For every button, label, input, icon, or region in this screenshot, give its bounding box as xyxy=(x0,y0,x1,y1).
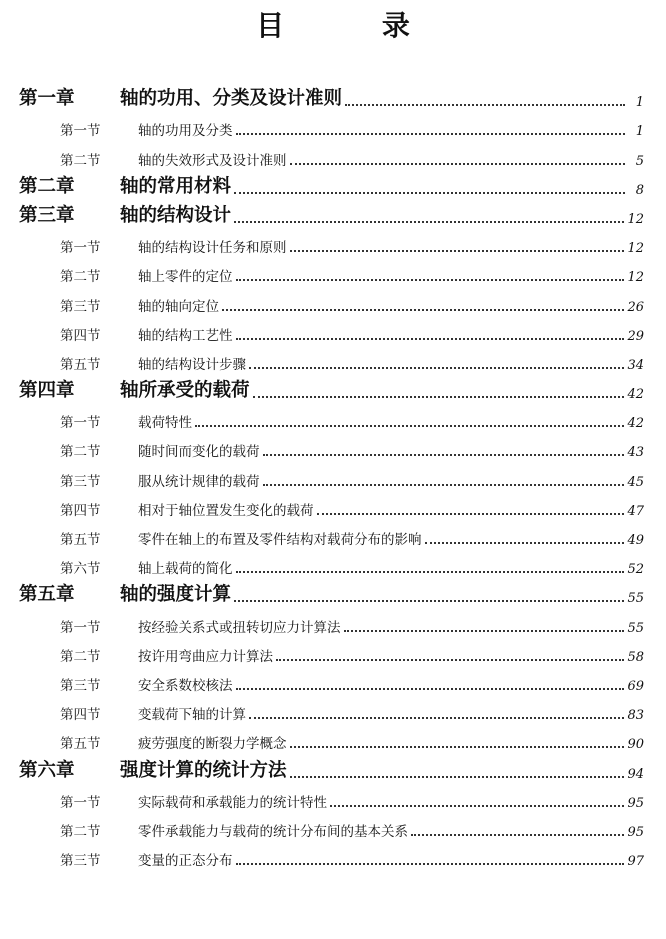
entry-number: 第一节 xyxy=(60,123,101,140)
entry-title: 轴的常用材料 xyxy=(120,175,232,197)
entry-number: 第五章 xyxy=(19,584,75,606)
entry-page-number: 49 xyxy=(627,533,644,548)
dot-leader xyxy=(234,600,624,602)
entry-title: 轴上零件的定位 xyxy=(138,269,233,286)
dot-leader xyxy=(234,192,625,194)
entry-title: 服从统计规律的载荷 xyxy=(138,473,260,490)
entry-title: 轴所承受的载荷 xyxy=(120,380,250,402)
dot-leader xyxy=(425,542,625,544)
entry-title: 零件在轴上的布置及零件结构对载荷分布的影响 xyxy=(138,532,422,548)
dot-leader xyxy=(195,425,624,427)
entry-page-number: 45 xyxy=(627,474,644,490)
entry-title: 强度计算的统计方法 xyxy=(120,759,287,781)
entry-number: 第二节 xyxy=(60,269,101,286)
toc-section-entry xyxy=(0,522,666,551)
entry-title: 轴的结构设计任务和原则 xyxy=(138,240,287,257)
entry-number: 第三章 xyxy=(19,204,75,226)
entry-number: 第二节 xyxy=(60,823,101,840)
entry-number: 第五节 xyxy=(60,356,101,373)
toc-section-entry xyxy=(0,551,666,580)
entry-number: 第三节 xyxy=(60,473,101,490)
toc-section-entry xyxy=(0,142,666,171)
entry-title: 随时间而变化的载荷 xyxy=(138,444,260,461)
entry-page-number: 97 xyxy=(627,854,644,870)
dot-leader xyxy=(290,250,625,252)
dot-leader xyxy=(249,367,624,369)
entry-page-number: 69 xyxy=(627,678,644,694)
toc-chapter-entry xyxy=(0,201,666,230)
dot-leader xyxy=(263,454,625,456)
toc-section-entry xyxy=(0,113,666,142)
entry-page-number: 55 xyxy=(627,591,644,607)
entry-title: 轴上载荷的简化 xyxy=(138,561,233,578)
toc-section-entry xyxy=(0,814,666,843)
toc-chapter-entry xyxy=(0,84,666,113)
entry-number: 第三节 xyxy=(60,677,101,694)
entry-title: 轴的失效形式及设计准则 xyxy=(138,152,287,169)
entry-number: 第四章 xyxy=(19,380,75,402)
dot-leader xyxy=(236,279,625,281)
dot-leader xyxy=(236,338,625,340)
entry-page-number: 95 xyxy=(627,795,644,811)
entry-page-number: 55 xyxy=(627,620,644,636)
toc-section-entry xyxy=(0,347,666,376)
entry-page-number: 58 xyxy=(627,649,644,665)
entry-number: 第三节 xyxy=(60,853,101,870)
toc-chapter-entry xyxy=(0,172,666,201)
entry-title: 轴的结构工艺性 xyxy=(138,327,233,344)
entry-page-number: 34 xyxy=(627,357,644,373)
entry-page-number: 1 xyxy=(635,95,644,111)
toc-section-entry xyxy=(0,259,666,288)
entry-title: 轴的结构设计 xyxy=(120,204,232,226)
entry-page-number: 5 xyxy=(635,153,644,169)
toc-section-entry xyxy=(0,288,666,317)
dot-leader xyxy=(236,688,625,690)
dot-leader xyxy=(222,309,624,311)
entry-page-number: 95 xyxy=(627,824,644,840)
toc-section-entry xyxy=(0,668,666,697)
entry-number: 第一节 xyxy=(60,794,101,811)
entry-page-number: 94 xyxy=(627,766,644,782)
toc-chapter-entry xyxy=(0,376,666,405)
entry-page-number: 12 xyxy=(627,211,644,227)
dot-leader xyxy=(253,396,625,398)
entry-number: 第五节 xyxy=(60,532,101,548)
entry-title: 轴的功用、分类及设计准则 xyxy=(120,88,343,110)
entry-number: 第五节 xyxy=(60,736,101,753)
entry-page-number: 90 xyxy=(627,737,644,753)
toc-section-entry xyxy=(0,434,666,463)
toc-section-entry xyxy=(0,609,666,638)
toc-section-entry xyxy=(0,405,666,434)
entry-page-number: 29 xyxy=(627,328,644,344)
toc-section-entry xyxy=(0,697,666,726)
toc-section-entry xyxy=(0,843,666,872)
dot-leader xyxy=(276,659,624,661)
entry-title: 轴的轴向定位 xyxy=(138,298,219,315)
entry-title: 零件承载能力与载荷的统计分布间的基本关系 xyxy=(138,823,408,840)
entry-page-number: 42 xyxy=(627,387,644,403)
entry-number: 第二章 xyxy=(19,175,75,197)
toc-section-entry xyxy=(0,726,666,755)
dot-leader xyxy=(317,513,625,515)
toc-chapter-entry xyxy=(0,580,666,609)
entry-number: 第六节 xyxy=(60,561,101,578)
dot-leader xyxy=(236,863,625,865)
entry-title: 变载荷下轴的计算 xyxy=(138,707,246,724)
toc-section-entry xyxy=(0,463,666,492)
entry-number: 第二节 xyxy=(60,444,101,461)
entry-number: 第四节 xyxy=(60,707,101,724)
dot-leader xyxy=(234,221,624,223)
entry-number: 第六章 xyxy=(19,759,75,781)
dot-leader xyxy=(236,133,626,135)
entry-page-number: 52 xyxy=(627,562,644,578)
entry-page-number: 47 xyxy=(627,503,644,519)
dot-leader xyxy=(290,776,625,778)
dot-leader xyxy=(330,805,624,807)
entry-page-number: 26 xyxy=(627,299,644,315)
dot-leader xyxy=(290,163,626,165)
entry-title: 轴的结构设计步骤 xyxy=(138,356,246,373)
entry-number: 第三节 xyxy=(60,298,101,315)
toc-section-entry xyxy=(0,493,666,522)
entry-title: 疲劳强度的断裂力学概念 xyxy=(138,736,287,753)
entry-page-number: 12 xyxy=(627,270,644,286)
entry-title: 变量的正态分布 xyxy=(138,853,233,870)
toc-section-entry xyxy=(0,318,666,347)
dot-leader xyxy=(411,834,624,836)
entry-page-number: 83 xyxy=(627,708,644,724)
entry-title: 载荷特性 xyxy=(138,415,192,432)
entry-page-number: 12 xyxy=(627,241,644,257)
entry-title: 相对于轴位置发生变化的载荷 xyxy=(138,502,314,519)
entry-page-number: 42 xyxy=(627,416,644,432)
entry-title: 按经验关系式或扭转切应力计算法 xyxy=(138,619,341,636)
dot-leader xyxy=(249,717,624,719)
entry-number: 第一章 xyxy=(19,88,75,110)
entry-title: 实际载荷和承载能力的统计特性 xyxy=(138,794,327,811)
entry-title: 轴的强度计算 xyxy=(120,584,232,606)
entry-title: 安全系数校核法 xyxy=(138,677,233,694)
toc-chapter-entry xyxy=(0,755,666,784)
entry-number: 第一节 xyxy=(60,240,101,257)
toc-section-entry xyxy=(0,639,666,668)
dot-leader xyxy=(263,484,625,486)
dot-leader xyxy=(344,630,625,632)
dot-leader xyxy=(345,104,625,106)
entry-number: 第四节 xyxy=(60,327,101,344)
entry-number: 第二节 xyxy=(60,152,101,169)
entry-number: 第二节 xyxy=(60,648,101,665)
entry-number: 第一节 xyxy=(60,415,101,432)
entry-number: 第四节 xyxy=(60,502,101,519)
dot-leader xyxy=(236,571,625,573)
toc-list xyxy=(0,84,666,872)
page-title: 目 录 xyxy=(256,9,454,42)
dot-leader xyxy=(290,746,625,748)
entry-page-number: 8 xyxy=(635,182,644,198)
toc-section-entry xyxy=(0,785,666,814)
entry-title: 按许用弯曲应力计算法 xyxy=(138,648,273,665)
entry-page-number: 1 xyxy=(635,124,644,140)
entry-page-number: 43 xyxy=(627,445,644,461)
toc-section-entry xyxy=(0,230,666,259)
entry-number: 第一节 xyxy=(60,619,101,636)
entry-title: 轴的功用及分类 xyxy=(138,123,233,140)
